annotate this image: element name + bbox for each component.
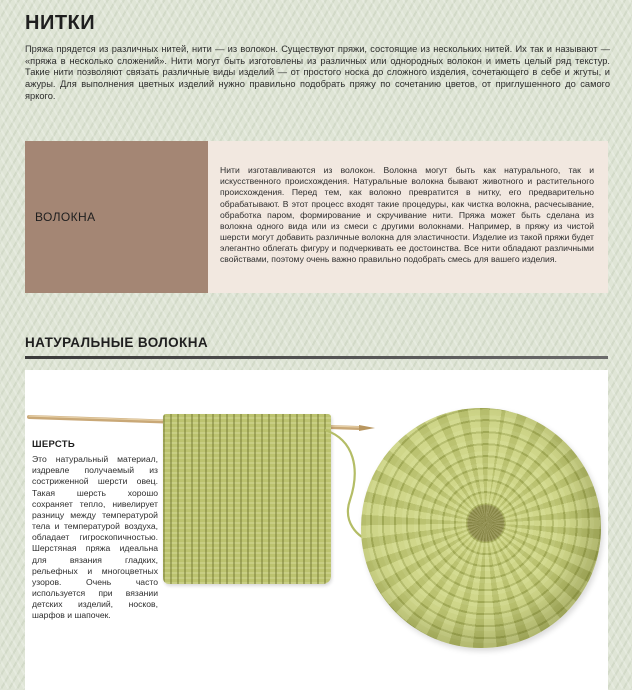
section-title-natural-fibers: НАТУРАЛЬНЫЕ ВОЛОКНА xyxy=(25,335,208,350)
fibers-label: ВОЛОКНА xyxy=(25,141,208,293)
fibers-description: Нити изготавливаются из волокон. Волокна могут быть как натурального, так и искусственного происхождения. Натуральные волокна бывают животного и растительного происхождения. Перед тем, как волокно превратится в нитку, его предварительно обрабатывают. В этот процесс входят такие процедуры, как чистка волокна, расчесывание, обработка паром, формирование и скручивание нити. Пряжа может быть сделана из волокна одного вида или из смеси с другими волокнами. Например, в пряжу из чистой шерсти могут добавить различные волокна для эластичности. Изделие из такой пряжи будет элегантно облегать фигуру и подчеркивать ее достоинства. Все нити обладают различными свойствами, поэтому очень важно правильно подобрать смесь для вашего изделия. xyxy=(220,165,594,265)
wool-description: Это натуральный материал, издревле получаемый из состриженной шерсти овец. Такая шерсть хорошо сохраняет тепло, нивелирует разницу между температурой тела и температурой воздуха, обладает гигроскопичностью. Шерстяная пряжа идеальна для вязания гладких, рельефных и многоцветных узоров. Очень часто используется при вязании детских изделий, носков, шарфов и шапочек. xyxy=(32,454,158,621)
wool-panel xyxy=(25,370,608,690)
intro-paragraph: Пряжа прядется из различных нитей, нити — из волокон. Существуют пряжи, состоящие из нескольких нитей. Их так и называют — «пряжа в несколько сложений». Нити могут быть изготовлены из различных или однородных волокон и иметь целый ряд текстур. Такие нити позволяют связать различные виды изделий — от простого носка до сложного изделия, сочетающего в себе и жгуты, и ажуры. Для выполнения цветных изделий нужно правильно подобрать пряжу по сочетанию цветов, от приглушенного до самого яркого. xyxy=(25,44,610,101)
wool-title: ШЕРСТЬ xyxy=(32,439,76,450)
section-divider xyxy=(25,356,608,359)
yarn-ball-image xyxy=(361,408,601,648)
fibers-info-box xyxy=(25,141,608,293)
page-title: НИТКИ xyxy=(25,12,96,34)
